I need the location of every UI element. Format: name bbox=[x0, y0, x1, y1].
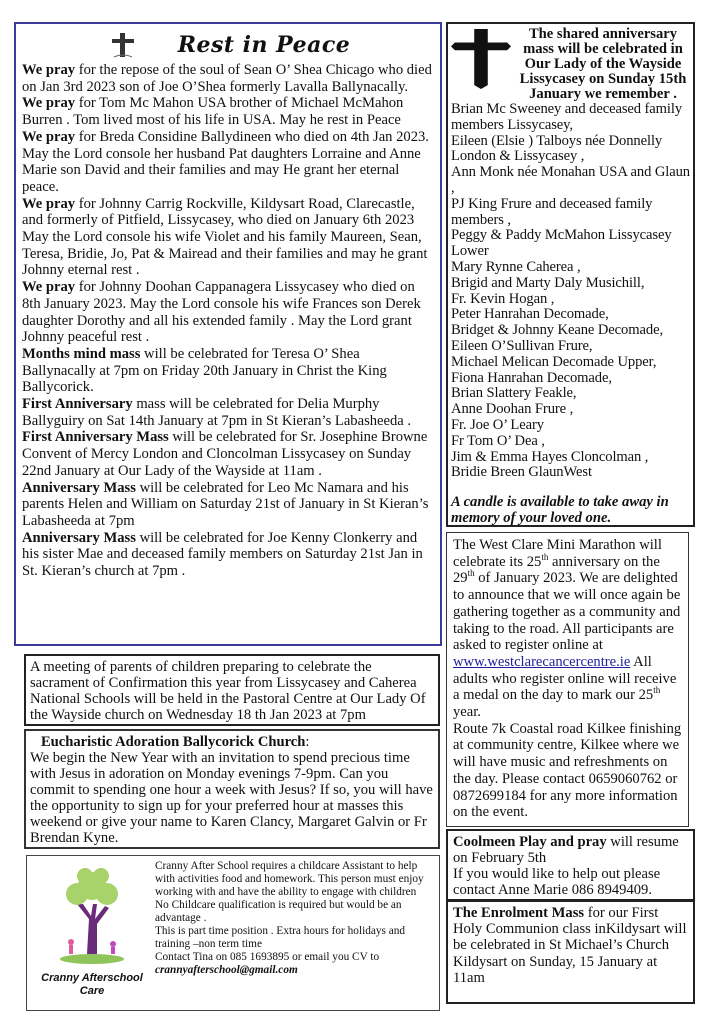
remembered-name: Ann Monk née Monahan USA and Glaun , bbox=[451, 164, 690, 196]
notice-heading: Coolmeen Play and pray bbox=[453, 834, 607, 850]
ad-line: Cranny After School requires a childcare Assistant to help with activities food and homework. This person must enjoy working with and have the ability to engage with children bbox=[155, 860, 424, 898]
remembered-name: Fr. Joe O’ Leary bbox=[451, 416, 544, 433]
paragraph-lead: We pray bbox=[22, 95, 76, 112]
paragraph-text: will be celebrated for Sr. Josephine Browne Convent of Mercy London and Cloncolman Lissycasey on Sunday 22nd January at Our Lady of the Wayside at 11am . bbox=[22, 429, 428, 479]
section-title: Rest in Peace bbox=[177, 31, 351, 58]
eucharistic-adoration-notice bbox=[24, 729, 440, 849]
rip-paragraph bbox=[22, 279, 436, 346]
rip-paragraph bbox=[22, 62, 436, 95]
remembered-name: Brian Mc Sweeney and deceased family members Lissycasey, bbox=[451, 101, 683, 133]
paragraph-lead: We pray bbox=[22, 279, 76, 296]
rest-in-peace-header bbox=[22, 30, 436, 60]
paragraph-text: will be celebrated for Joe Kenny Clonkerry and his sister Mae and deceased family members on Saturday 21st Jan in St. Kieran’s church at 7pm . bbox=[22, 529, 423, 580]
paragraph-text: for Johnny Doohan Cappanagera Lissycasey who died on 8th January 2023. May the Lord console his wife Frances son Derek daughter Dorothy and all his extended family . May the Lord grant Johnny peaceful rest . bbox=[22, 279, 421, 346]
remembered-name: Eileen (Elsie ) Talboys née Donnelly London & Lissycasey , bbox=[451, 132, 663, 165]
ordinal-suffix: th bbox=[653, 685, 661, 696]
adoration-heading: Eucharistic Adoration Ballycorick Church bbox=[30, 734, 306, 750]
cranny-logo bbox=[37, 864, 147, 998]
confirmation-meeting-notice bbox=[24, 654, 440, 726]
paragraph-text: will be celebrated for Leo Mc Namara and his parents Helen and William on Saturday 21st of January in St Kieran’s Labasheeda at 7pm bbox=[22, 479, 429, 529]
tree-logo-icon bbox=[57, 864, 127, 964]
confirmation-text: A meeting of parents of children preparing to celebrate the sacrament of Confirmation this year from Lissycasey and Caherea National Schools will be held in the Pastoral Centre at Our Lady Of the Wayside church on Wednesday 18 th Jan 2023 at 7pm bbox=[30, 659, 426, 723]
remembered-name: PJ King Frure and deceased family members , bbox=[451, 195, 653, 228]
remembered-name: Fr. Kevin Hogan , bbox=[451, 290, 555, 307]
marathon-route: Route 7k Coastal road Kilkee finishing at community centre, Kilkee where we will have music and refreshments on the day. Please contact 0659060762 or 0872699184 for any more information on the event. bbox=[453, 720, 682, 821]
cross-icon bbox=[108, 31, 138, 59]
rip-paragraph bbox=[22, 480, 436, 530]
paragraph-lead: First Anniversary bbox=[22, 396, 133, 413]
paragraph-text: for Tom Mc Mahon USA brother of Michael McMahon Burren . Tom lived most of his life in USA. May he rest in Peace bbox=[22, 95, 404, 129]
marathon-text: All adults who register online will receive a medal on the day to mark our 25 bbox=[453, 653, 677, 704]
ad-line: Contact Tina on 085 1693895 or email you CV to bbox=[155, 951, 380, 963]
ordinal-suffix: th bbox=[467, 568, 475, 579]
mini-marathon-notice bbox=[446, 532, 689, 827]
remembered-name: Michael Melican Decomade Upper, bbox=[451, 353, 657, 370]
paragraph-text: for Breda Considine Ballydineen who died on 4th Jan 2023. May the Lord console her husband Pat daughters Lorraine and Anne Marie son David and their families and may He grant her eternal peace. bbox=[22, 128, 429, 195]
rip-paragraphs bbox=[22, 62, 436, 580]
paragraph-text: for the repose of the soul of Sean O’ Shea Chicago who died on Jan 3rd 2023 son of Joe O’Shea formerly Lavalla Ballynacally. bbox=[22, 62, 432, 95]
ad-line: No Childcare qualification is required but would be an advantage . bbox=[155, 899, 402, 924]
remembered-name: Peggy & Paddy McMahon Lissycasey Lower bbox=[451, 227, 672, 260]
remembered-name: Jim & Emma Hayes Cloncolman , bbox=[451, 448, 649, 465]
notice-text: If you would like to help out please contact Anne Marie 086 8949409. bbox=[453, 866, 661, 898]
paragraph-text: for Johnny Carrig Rockville, Kildysart Road, Clarecastle, and formerly of Pitfield, Lissycasey, who died on January 6th 2023 May the Lord console his wife Violet and his family Maureen, Sean, Teresa, Bridie, Jo, Pat & Mairead and their families and may he grant Johnny eternal rest . bbox=[22, 195, 428, 279]
paragraph-lead: We pray bbox=[22, 62, 76, 78]
paragraph-lead: Anniversary Mass bbox=[22, 529, 136, 546]
paragraph-lead: We pray bbox=[22, 195, 76, 212]
marathon-text: anniversary on the 29 bbox=[453, 553, 660, 587]
rip-paragraph bbox=[22, 396, 436, 429]
ordinal-suffix: th bbox=[541, 551, 549, 562]
colon: : bbox=[305, 734, 310, 750]
rip-paragraph bbox=[22, 530, 436, 580]
logo-caption: Cranny Afterschool Care bbox=[41, 972, 143, 997]
email-link[interactable]: crannyafterschool@gmail.com bbox=[155, 964, 298, 976]
marathon-text: year. bbox=[453, 704, 481, 721]
remembered-name: Bridget & Johnny Keane Decomade, bbox=[451, 322, 663, 339]
remembered-name: Bridie Breen GlaunWest bbox=[451, 464, 592, 481]
notice-text: for our First Holy Communion class inKildysart will be celebrated in St Michael’s Church Kildysart on Sunday, 15 January at 11am bbox=[453, 905, 687, 986]
paragraph-lead: First Anniversary Mass bbox=[22, 429, 169, 446]
paragraph-lead: Months mind mass bbox=[22, 345, 141, 362]
coolmeen-play-and-pray-notice bbox=[446, 829, 695, 901]
rip-paragraph bbox=[22, 429, 436, 479]
ad-line: This is part time position . Extra hours for holidays and training –non term time bbox=[155, 925, 406, 950]
paragraph-lead: We pray bbox=[22, 128, 76, 145]
rip-paragraph bbox=[22, 196, 436, 280]
remembered-name: Fiona Hanrahan Decomade, bbox=[451, 369, 612, 386]
shared-anniversary-heading: The shared anniversary mass will be celebrated in Our Lady of the Wayside Lissycasey on Sunday 15th January we remember . bbox=[519, 26, 687, 102]
adoration-text: We begin the New Year with an invitation to spend precious time with Jesus in adoration on Monday evenings 7-9pm. Can you commit to spending one hour a week with Jesus? If so, you will have the opportunity to sign up for your preferred hour at masses this weekend or give your name to Karen Clancy, Margaret Galvin or Fr Brendan Kyne. bbox=[30, 750, 433, 846]
marathon-text: The West Clare Mini Marathon will celebrate its 25 bbox=[453, 537, 662, 570]
enrolment-mass-notice bbox=[446, 900, 695, 1004]
remembered-name: Brigid and Marty Daly Musichill, bbox=[451, 274, 645, 291]
paragraph-text: mass will be celebrated for Delia Murphy Ballyguiry on Sat 14th January at 7pm in St Kieran’s Labasheeda . bbox=[22, 396, 412, 429]
remembered-name: Anne Doohan Frure , bbox=[451, 401, 574, 418]
paragraph-lead: Anniversary Mass bbox=[22, 479, 136, 496]
remembered-name: Mary Rynne Caherea , bbox=[451, 258, 581, 275]
remembered-names-list bbox=[451, 102, 691, 481]
remembered-name: Brian Slattery Feakle, bbox=[451, 385, 577, 402]
website-link[interactable]: www.westclarecancercentre.ie bbox=[453, 653, 631, 670]
cross-icon bbox=[451, 27, 511, 89]
shared-anniversary-section bbox=[446, 22, 695, 527]
notice-text: will resume on February 5th bbox=[453, 834, 679, 866]
rip-paragraph bbox=[22, 95, 436, 128]
remembered-name: Peter Hanrahan Decomade, bbox=[451, 306, 609, 323]
remembered-name: Eileen O’Sullivan Frure, bbox=[451, 337, 593, 354]
rest-in-peace-section bbox=[14, 22, 442, 646]
rip-paragraph bbox=[22, 129, 436, 196]
candle-note: A candle is available to take away in memory of your loved one. bbox=[451, 494, 669, 526]
notice-heading: The Enrolment Mass bbox=[453, 905, 585, 921]
marathon-text: of January 2023. We are delighted to announce that we will once again be gathering together as a community and taking to the road. All participants are asked to register online at bbox=[453, 570, 681, 654]
cranny-afterschool-ad bbox=[26, 855, 440, 1011]
rip-paragraph bbox=[22, 346, 436, 396]
remembered-name: Fr Tom O’ Dea , bbox=[451, 432, 545, 449]
paragraph-text: will be celebrated for Teresa O’ Shea Ballynacally at 7pm on Friday 20th January in Christ the King Ballycorick. bbox=[22, 345, 387, 396]
